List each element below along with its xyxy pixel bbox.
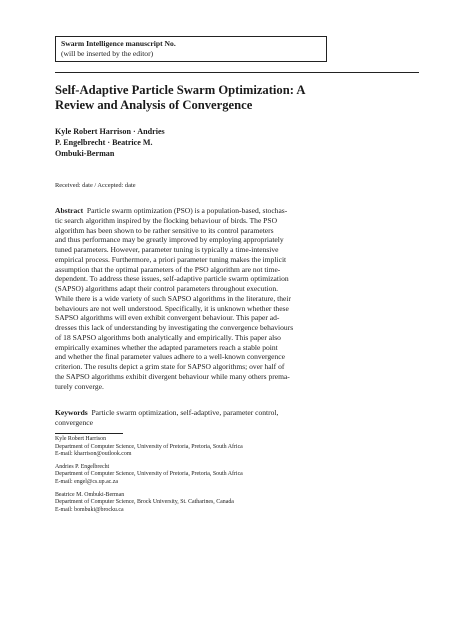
abstract-line: assumption that the optimal parameters of the PSO algorithm are not time-: [55, 264, 281, 274]
paper-title-line-2: Review and Analysis of Convergence: [55, 98, 253, 112]
affiliation-email: E-mail: engel@cs.up.ac.za: [55, 478, 118, 485]
abstract-line: of 18 SAPSO algorithms both analytically and empirically. This paper also: [55, 332, 281, 342]
abstract-line: While there is a wide variety of such SAPSO algorithms in the literature, their: [55, 293, 291, 303]
affiliation-block: [55, 464, 419, 487]
editor-note: (will be inserted by the editor): [61, 49, 154, 58]
keywords-label: Keywords: [55, 408, 88, 417]
paper-title: [55, 83, 419, 113]
author-list: [55, 126, 255, 159]
paper-title-line-1: Self-Adaptive Particle Swarm Optimization: A: [55, 83, 306, 97]
journal-name: Swarm Intelligence manuscript No.: [61, 39, 176, 48]
affiliation-name: Kyle Robert Harrison: [55, 436, 107, 442]
abstract-line: empirical process. Furthermore, a priori parameter tuning makes the implicit: [55, 254, 287, 264]
abstract-line: Abstract Particle swarm optimization (PSO) is a population-based, stochas-: [55, 206, 288, 215]
abstract-line: (SAPSO) algorithms adapt their control parameters throughout execution.: [55, 284, 279, 293]
affiliation-name: Beatrice M. Ombuki-Berman: [55, 491, 125, 498]
abstract-line: turely converge.: [55, 381, 104, 391]
keywords-line-1: Particle swarm optimization, self-adaptive, parameter control,: [91, 408, 279, 417]
affiliation-name: Andries P. Engelbrecht: [55, 463, 110, 470]
affiliation-block: [55, 492, 419, 515]
abstract-line: dependent. To address these issues, self-adaptive particle swarm optimization: [55, 274, 289, 284]
abstract-line: and whether the final parameter values adhere to a well-known convergence: [55, 352, 285, 362]
affiliations: [55, 436, 419, 519]
abstract: [55, 206, 419, 391]
abstract-label: Abstract: [55, 206, 84, 215]
author-line-1: Kyle Robert Harrison · Andries: [55, 127, 165, 136]
abstract-line: algorithm has been shown to be rather sensitive to its control parameters: [55, 225, 274, 235]
abstract-line: behaviours are not well understood. Specifically, it is unknown whether these: [55, 303, 289, 313]
abstract-line: criterion. The results depict a grim state for SAPSO algorithms; over half of: [55, 362, 285, 371]
abstract-line: and thus performance may be greatly improved by employing appropriately: [55, 235, 284, 245]
abstract-line: empirically examines whether the adapted parameters reach a stable point: [55, 342, 278, 352]
affiliation-dept: Department of Computer Science, University of Pretoria, Pretoria, South Africa: [55, 443, 243, 450]
abstract-line: the SAPSO algorithms exhibit divergent behaviour while many others prema-: [55, 371, 290, 381]
author-line-3: Ombuki-Berman: [55, 149, 115, 158]
affiliation-dept: Department of Computer Science, Brock University, St. Catharines, Canada: [55, 499, 234, 506]
affiliation-dept: Department of Computer Science, University of Pretoria, Pretoria, South Africa: [55, 471, 243, 478]
abstract-line: SAPSO algorithms will even exhibit convergent behaviour. This paper ad-: [55, 313, 280, 323]
footnote-divider: [55, 433, 123, 434]
keywords: [55, 408, 419, 428]
abstract-line: tuned parameters. However, parameter tuning is typically a time-intensive: [55, 245, 279, 254]
journal-header-box: [55, 36, 327, 62]
abstract-line: dresses this lack of understanding by investigating the convergence behaviours: [55, 323, 294, 332]
received-date: Received: date / Accepted: date: [55, 182, 136, 189]
header-divider: [55, 72, 419, 73]
keywords-line-2: convergence: [55, 417, 93, 427]
abstract-line: tic search algorithm inspired by the flocking behaviour of birds. The PSO: [55, 215, 278, 225]
author-line-2: P. Engelbrecht · Beatrice M.: [55, 138, 153, 147]
affiliation-email: E-mail: bombuki@brocku.ca: [55, 506, 124, 513]
affiliation-email: E-mail: kharrison@outlook.com: [55, 451, 132, 458]
affiliation-block: [55, 436, 419, 459]
